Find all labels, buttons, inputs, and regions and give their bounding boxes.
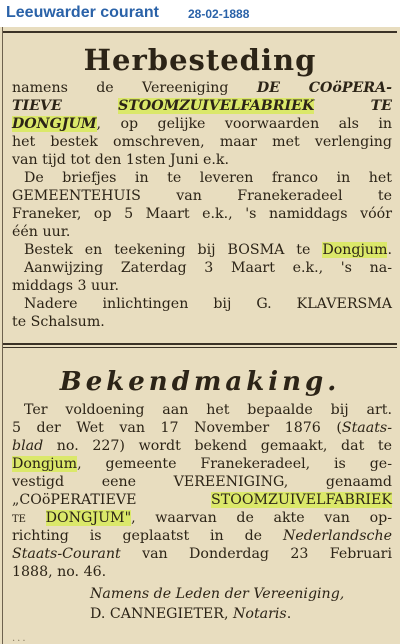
divider-rule-thin [3,347,397,348]
ad1-line-14: te Schalsum. [12,314,105,330]
ad2-line-4: Dongjum, gemeente Franekeradeel, is ge- [12,456,392,472]
ad2-line-10: 1888, no. 46. [12,564,107,580]
newspaper-clipping [0,27,400,644]
ad1-line-11: Aanwijzing Zaterdag 3 Maart e.k., 's na- [24,260,392,276]
ad1-line-13: Nadere inlichtingen bij G. KLAVERSMA [24,296,392,312]
ad-title-bekendmaking: Bekendmaking. [59,367,341,397]
signature-line-2: D. CANNEGIETER, Notaris. [90,606,292,622]
ad1-line-3: DONGJUM, op gelijke voorwaarden als in [12,116,392,132]
cut-off-text: ... [12,633,28,644]
ad2-line-7: te DONGJUM", waarvan de akte van op- [12,510,392,526]
ad1-line-1: namens de Vereeniging DE COöPERA- [12,80,392,96]
ad2-line-8: richting is geplaatst in de Nederlandsche [12,528,392,544]
ad1-line-7: GEMEENTEHUIS van Franekeradeel te [12,188,392,204]
ad1-line-10: Bestek en teekening bij BOSMA te Dongjum. [24,242,392,258]
ad1-line-9: één uur. [12,224,71,240]
ad1-line-6: De briefjes in te leveren franco in het [24,170,392,186]
ad2-line-6: „COöPERATIEVE STOOMZUIVELFABRIEK [12,492,392,508]
signature-line-1: Namens de Leden der Vereeniging, [90,586,345,602]
column-rule [2,27,3,644]
ad1-line-8: Franeker, op 5 Maart e.k., 's namiddags vóór [12,206,392,222]
ad2-line-1: Ter voldoening aan het bepaalde bij art. [24,402,392,418]
ad2-line-9: Staats-Courant van Donderdag 23 Februari [12,546,392,562]
top-rule [3,31,397,33]
newspaper-title: Leeuwarder courant [6,4,159,21]
ad1-line-4: het bestek omschreven, maar met verlenging [12,134,392,150]
ad1-line-5: van tijd tot den 1sten Juni e.k. [12,152,230,168]
divider-rule [3,343,397,345]
ad-title-herbesteding: Herbesteding [83,43,317,77]
newspaper-header [0,0,400,27]
ad2-line-2: 5 der Wet van 17 November 1876 (Staats- [12,420,392,436]
ad1-line-2: TIEVE STOOMZUIVELFABRIEK TE [12,98,392,114]
publication-date: 28-02-1888 [188,7,250,21]
ad1-line-12: middags 3 uur. [12,278,120,294]
ad2-line-3: blad no. 227) wordt bekend gemaakt, dat te [12,438,392,454]
ad2-line-5: vestigd eene VEREENIGING, genaamd [12,474,392,490]
